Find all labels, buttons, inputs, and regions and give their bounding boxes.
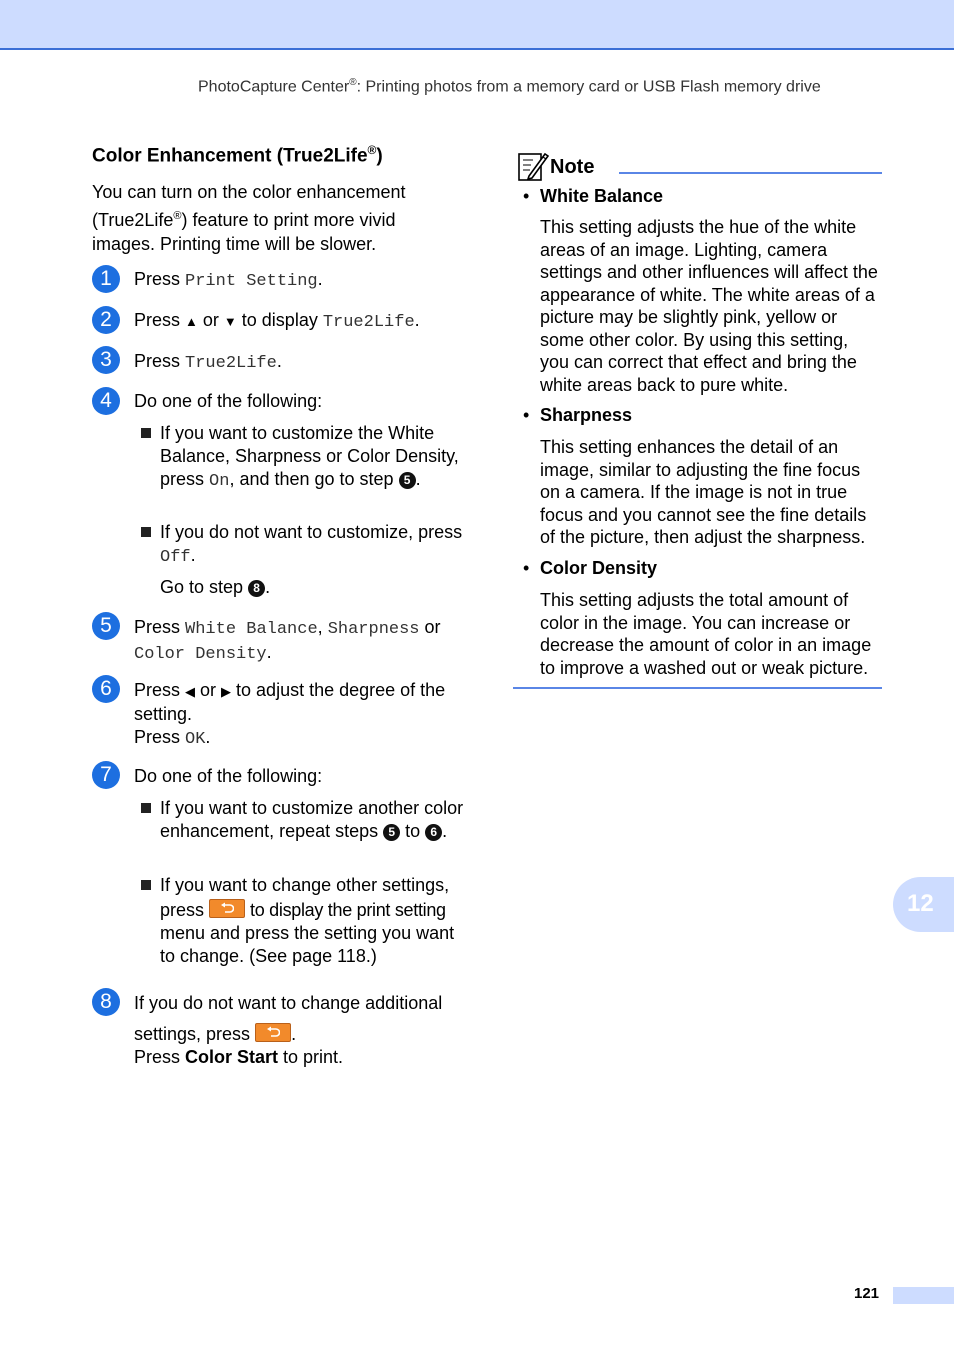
step-ref-5: 5 (383, 824, 400, 841)
step-number-6: 6 (92, 675, 120, 703)
step-number-3: 3 (92, 346, 120, 374)
note-bullet: • (523, 558, 530, 578)
step-3-text: Press True2Life. (134, 351, 282, 373)
note-bullet: • (523, 186, 530, 206)
step-5-text: Press White Balance, Sharpness or Color Density. (134, 617, 441, 664)
note-term-color-density: Color Density (540, 558, 658, 578)
step-ref-5: 5 (399, 472, 416, 489)
square-bullet-icon (141, 527, 151, 537)
chapter-tab (893, 877, 954, 932)
note-pencil-icon (517, 150, 549, 182)
note-title: Note (550, 156, 595, 178)
square-bullet-icon (141, 428, 151, 438)
note-text-sharpness: This setting enhances the detail of an image, similar to adjusting the fine focus on a camera. If the image is not in true focus and you cannot see the fine details of the picture, then adjust the sharpness. (540, 437, 867, 547)
step-7-option-a: If you want to customize another color enhancement, repeat steps 5 to 6 . (160, 798, 464, 841)
page-number-bar (893, 1287, 954, 1304)
step-4-option-b: If you do not want to customize, press Off. (160, 522, 463, 567)
step-number-5: 5 (92, 612, 120, 640)
right-arrow-icon: ▶ (221, 684, 232, 699)
step-2-text: Press ▲ or ▼ to display True2Life. (134, 310, 420, 332)
intro-paragraph: You can turn on the color enhancement (True2Life®) feature to print more vivid images. Printing time will be slower. (92, 182, 406, 254)
step-number-1: 1 (92, 265, 120, 293)
back-button-icon (209, 899, 245, 918)
note-bottom-rule (513, 687, 882, 689)
up-arrow-icon: ▲ (185, 314, 198, 329)
step-number-8: 8 (92, 988, 120, 1016)
chapter-number: 12 (907, 890, 934, 917)
step-6-text: Press ◀ or ▶ to adjust the degree of the setting. Press OK. (134, 680, 446, 749)
step-4-text: Do one of the following: (134, 391, 323, 411)
down-arrow-icon: ▼ (223, 314, 237, 329)
step-4-option-a: If you want to customize the White Balance, Sharpness or Color Density, press On, and then go to step 5 . (160, 423, 459, 491)
step-ref-8: 8 (248, 580, 265, 597)
section-title: Color Enhancement (True2Life®) (92, 143, 383, 167)
note-text-color-density: This setting adjusts the total amount of color in the image. You can increase or decrease the amount of color in an image to improve a washed out or weak picture. (540, 590, 872, 678)
step-1-text: Press Print Setting. (134, 269, 323, 291)
note-bullet: • (523, 405, 530, 425)
back-button-icon (255, 1023, 291, 1042)
top-header-band (0, 0, 954, 50)
note-text-white-balance: This setting adjusts the hue of the white areas of an image. Lighting, camera settings and other influences will affect the appearance of white. The white areas of a picture may be slightly pink, yellow or some other color. By using this setting, you can correct that effect and bring the white areas back to pure white. (540, 217, 878, 395)
running-header: PhotoCapture Center®: Printing photos from a memory card or USB Flash memory drive (198, 77, 821, 96)
square-bullet-icon (141, 880, 151, 890)
step-7-option-b: If you want to change other settings, press to display the print setting menu and press the setting you want to change. (See page 118.) (160, 875, 455, 966)
step-number-2: 2 (92, 306, 120, 334)
left-arrow-icon: ◀ (185, 684, 196, 699)
step-number-7: 7 (92, 761, 120, 789)
note-top-rule (619, 172, 882, 174)
note-header (517, 150, 882, 182)
note-term-white-balance: White Balance (540, 186, 664, 206)
step-4-goto: Go to step 8 . (160, 577, 271, 597)
step-number-4: 4 (92, 387, 120, 415)
step-8-text: If you do not want to change additional settings, press . Press Color Start to print. (134, 993, 443, 1067)
note-term-sharpness: Sharpness (540, 405, 633, 425)
page-number: 121 (854, 1285, 880, 1302)
square-bullet-icon (141, 803, 151, 813)
step-ref-6: 6 (425, 824, 442, 841)
step-7-text: Do one of the following: (134, 766, 323, 786)
